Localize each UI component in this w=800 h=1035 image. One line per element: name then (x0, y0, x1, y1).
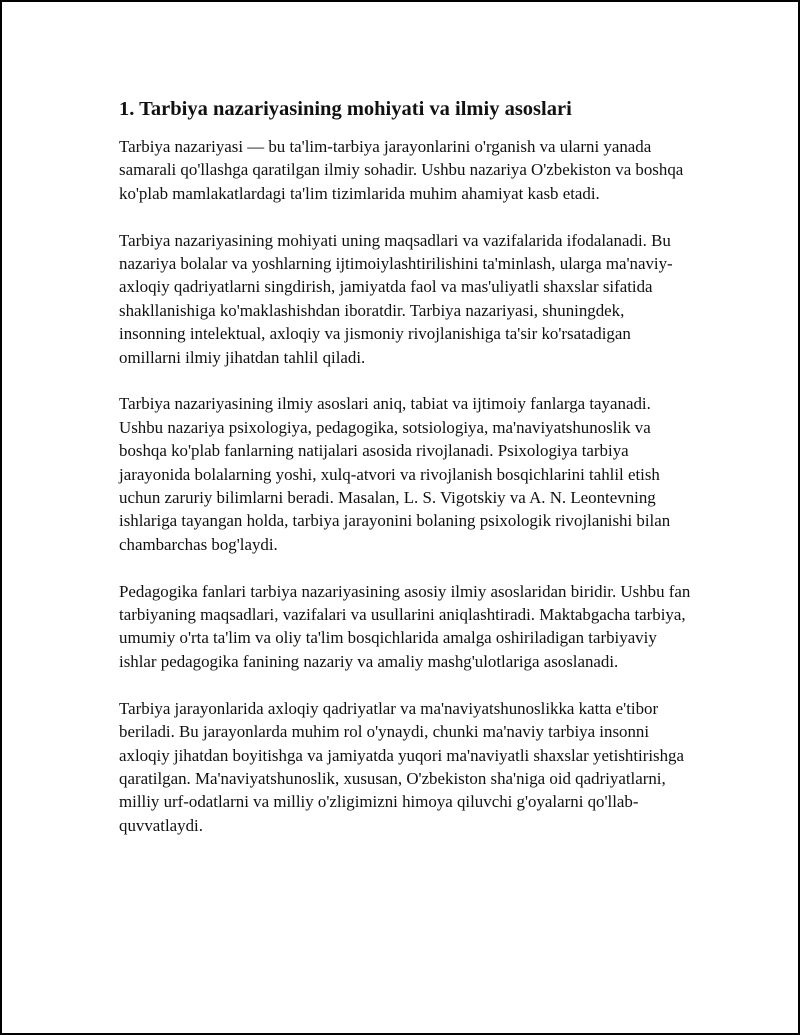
paragraph-essence: Tarbiya nazariyasining mohiyati uning maqsadlari va vazifalarida ifodalanadi. Bu nazariya bolalar va yoshlarning ijtimoiylashtirilishini ta'minlash, ularga ma'naviy-axloqiy qadriyatlarni singdirish, jamiyatda faol va mas'uliyatli shaxslar sifatida shakllanishiga ko'maklashishdan iboratdir. Tarbiya nazariyasi, shuningdek, insonning intelektual, axloqiy va jismoniy rivojlanishiga ta'sir ko'rsatadigan omillarni ilmiy jihatdan tahlil qiladi. (119, 230, 673, 367)
paragraph-pedagogy: Pedagogika fanlari tarbiya nazariyasining asosiy ilmiy asoslaridan biridir. Ushbu fan tarbiyaning maqsadlari, vazifalari va usullarini aniqlashtiradi. Maktabgacha tarbiya, umumiy o'rta ta'lim va oliy ta'lim bosqichlarida amalga oshiriladigan tarbiyaviy ishlar pedagogika fanining nazariy va amaliy mashg'ulotlariga asoslanadi. (119, 581, 691, 671)
paragraph-intro: Tarbiya nazariyasi — bu ta'lim-tarbiya jarayonlarini o'rganish va ularni yanada samarali qo'llashga qaratilgan ilmiy sohadir. Ushbu nazariya O'zbekiston va boshqa ko'plab mamlakatlardagi ta'lim tizimlarida muhim ahamiyat kasb etadi. (119, 137, 684, 203)
paragraph-scientific-basis: Tarbiya nazariyasining ilmiy asoslari aniq, tabiat va ijtimoiy fanlarga tayanadi. Ushbu nazariya psixologiya, pedagogika, sotsiologiya, ma'naviyatshunoslik va boshqa ko'plab fanlarning natijalari asosida rivojlanadi. Psixologiya tarbiya jarayonida bolalarning yoshi, xulq-atvori va rivojlanish bosqichlarini tahlil etish uchun zaruriy bilimlarni beradi. Masalan, L. S. Vigotskiy va A. N. Leontevning ishlariga tayangan holda, tarbiya jarayonini bolaning psixologik rivojlanishi bilan chambarchas bog'laydi. (119, 394, 671, 554)
document-body (119, 97, 694, 861)
paragraph-moral-values: Tarbiya jarayonlarida axloqiy qadriyatlar va ma'naviyatshunoslikka katta e'tibor beriladi. Bu jarayonlarda muhim rol o'ynaydi, chunki ma'naviy tarbiya insonni axloqiy jihatdan boyitishga va jamiyatda yuqori ma'naviyatli shaxslar yetishtirishga qaratilgan. Ma'naviyatshunoslik, xususan, O'zbekiston sha'niga oid qadriyatlarni, milliy urf-odatlarni va milliy o'zligimizni himoya qiluvchi g'oyalarni qo'llab-quvvatlaydi. (119, 698, 685, 835)
section-title: 1. Tarbiya nazariyasining mohiyati va ilmiy asoslari (119, 98, 572, 120)
